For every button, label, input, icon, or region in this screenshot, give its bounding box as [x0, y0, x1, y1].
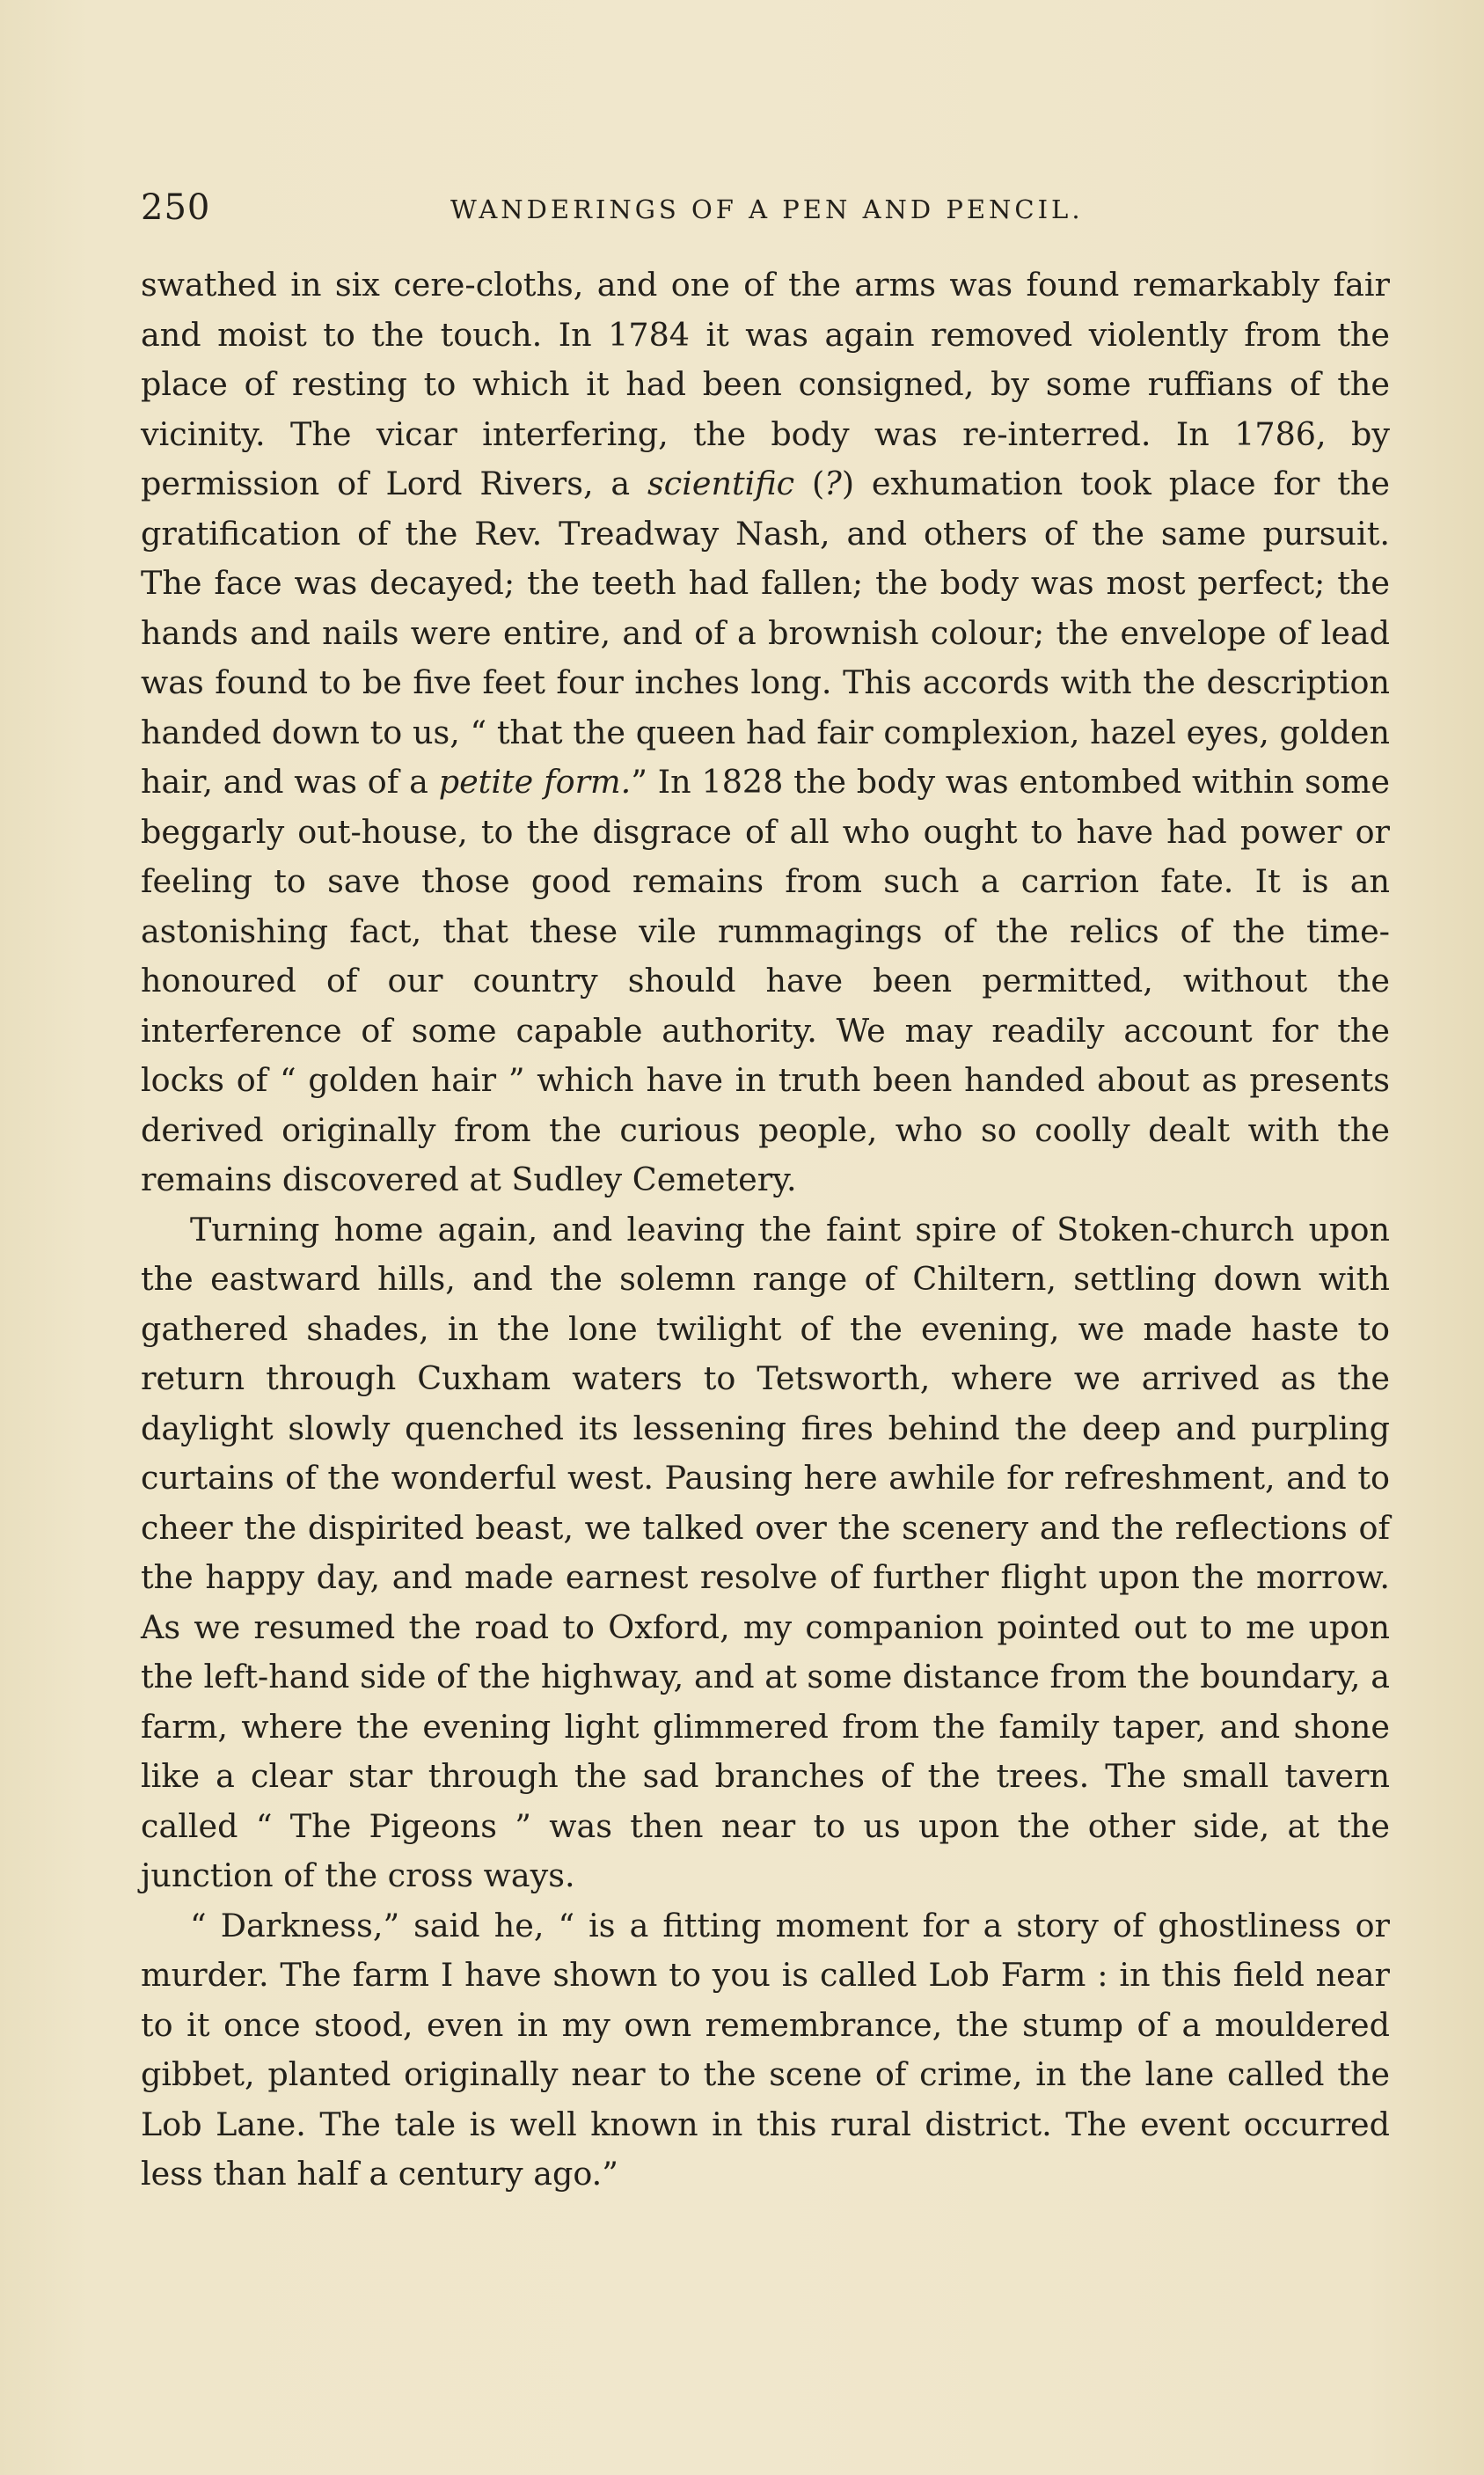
- page-header: [141, 187, 1390, 240]
- page-number: 250: [141, 187, 211, 228]
- paragraph-1-text-middle: ) exhumation took place for the gratification of the Rev. Treadway Nash, and others of the same pursuit. The face was decayed; the teeth had fallen; the body was most perfect; the hands and nails were entire, and of a brownish colour; the envelope of lead was found to be five feet four inches long. This accords with the description handed down to us, “ that the queen had fair complexion, hazel eyes, golden hair, and was of a: [141, 465, 1391, 801]
- body-text: [141, 260, 1390, 2200]
- running-title: WANDERINGS OF A PEN AND PENCIL.: [450, 194, 1084, 224]
- paragraph-1-text-end: ” In 1828 the body was entombed within some beggarly out-house, to the disgrace of all who ought to have had power or feeling to save those good remains from such a carrion fate. It is an astonishing fact, that these vile rummagings of the relics of the time-honoured of our country should have been permitted, without the interference of some capable authority. We may readily account for the locks of “ golden hair ” which have in truth been handed about as presents derived originally from the curious people, who so coolly dealt with the remains discovered at Sudley Cemetery.: [141, 763, 1391, 1198]
- italic-petite-form: petite form.: [438, 763, 632, 801]
- paragraph-1-paren-open: (: [794, 465, 825, 502]
- paragraph-1: [141, 260, 1390, 1205]
- italic-scientific: scientific: [647, 465, 795, 502]
- italic-question-mark: ?: [824, 465, 842, 502]
- paragraph-2: Turning home again, and leaving the faint spire of Stoken-church upon the eastward hills, and the solemn range of Chiltern, settling down with gathered shades, in the lone twilight of the evening, we made haste to return through Cuxham waters to Tetsworth, where we arrived as the daylight slowly quenched its lessening fires behind the deep and purpling curtains of the wonderful west. Pausing here awhile for refreshment, and to cheer the dispirited beast, we talked over the scenery and the reflections of the happy day, and made earnest resolve of further flight upon the morrow. As we resumed the road to Oxford, my companion pointed out to me upon the left-hand side of the highway, and at some distance from the boundary, a farm, where the evening light glimmered from the family taper, and shone like a clear star through the sad branches of the trees. The small tavern called “ The Pigeons ” was then near to us upon the other side, at the junction of the cross ways.: [141, 1210, 1390, 1894]
- paragraph-1-text-start: swathed in six cere-cloths, and one of the arms was found remarkably fair and moist to the touch. In 1784 it was again removed violently from the place of resting to which it had been consigned, by some ruffians of the vicinity. The vicar interfering, the body was re-interred. In 1786, by permission of Lord Rivers, a: [141, 266, 1390, 502]
- paragraph-3: “ Darkness,” said he, “ is a fitting moment for a story of ghostliness or murder. The farm I have shown to you is called Lob Farm : in this field near to it once stood, even in my own remembrance, the stump of a mouldered gibbet, planted originally near to the scene of crime, in the lane called the Lob Lane. The tale is well known in this rural district. The event occurred less than half a century ago.”: [141, 1906, 1390, 2193]
